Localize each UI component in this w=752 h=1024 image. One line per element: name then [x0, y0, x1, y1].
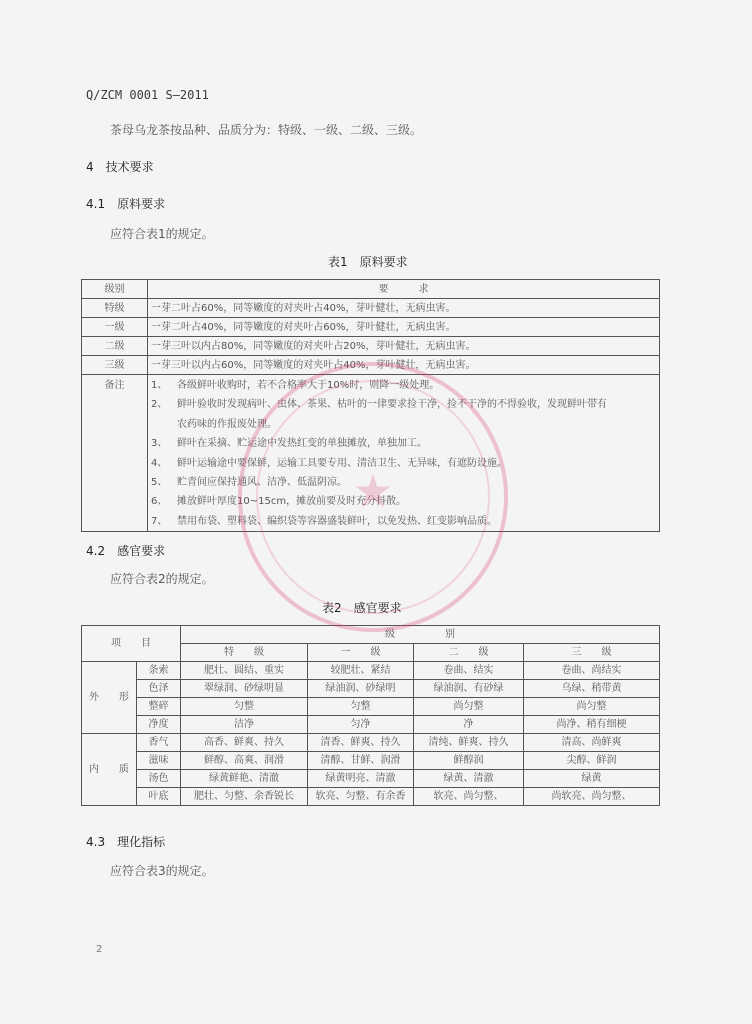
value-cell: 洁净: [181, 716, 308, 734]
value-cell: 清高、尚鲜爽: [524, 734, 660, 752]
value-cell: 鲜醇、高爽、润滑: [181, 752, 308, 770]
note-text: 农药味的作报废处理。: [177, 418, 277, 430]
note-number: 6、: [151, 496, 168, 508]
factor-cell: 香气: [137, 734, 181, 752]
factor-cell: 色泽: [137, 680, 181, 698]
raw-material-table: [81, 279, 660, 532]
table-2-caption: 表2 感官要求: [322, 601, 402, 615]
note-line: [151, 512, 656, 531]
group-label: 内 质: [82, 734, 137, 806]
note-number: 4、: [151, 457, 168, 469]
document-number: Q/ZCM 0001 S—2011: [86, 88, 209, 102]
notes-label: 备注: [82, 375, 148, 532]
note-text: 鲜叶验收时发现病叶、虫体、茶果、枯叶的一律要求捡干净，捡不干净的不得验收，发现鲜叶带有: [177, 399, 607, 411]
value-cell: 卷曲、尚结实: [524, 662, 660, 680]
grade-header: 特 级: [181, 644, 308, 662]
section-4-2-heading: 4.2 感官要求: [86, 544, 166, 558]
note-text: 禁用布袋、塑料袋、编织袋等容器盛装鲜叶，以免发热、红变影响品质。: [177, 515, 497, 527]
value-cell: 肥壮、圆结、重实: [181, 662, 308, 680]
value-cell: 绿油润、有砂绿: [414, 680, 524, 698]
grade-group-header: 级 别: [181, 626, 660, 644]
note-line: [151, 434, 656, 453]
value-cell: 绿黄、清澈: [414, 770, 524, 788]
note-text: 鲜叶运输途中要保鲜，运输工具要专用、清洁卫生、无异味，有遮防设施。: [177, 457, 507, 469]
value-cell: 乌绿、稍带黄: [524, 680, 660, 698]
table-2-header-row: [82, 626, 660, 644]
page-number: 2: [96, 944, 103, 955]
note-number: 7、: [151, 515, 168, 527]
value-cell: 绿黄: [524, 770, 660, 788]
sensory-table: [81, 625, 660, 806]
note-text: 贮青间应保持通风、洁净、低温阴凉。: [177, 477, 347, 489]
table-row: [82, 770, 660, 788]
value-cell: 软亮、尚匀整、: [414, 788, 524, 806]
requirement-cell: 一芽三叶以内占60%，同等嫩度的对夹叶占40%，芽叶健壮，无病虫害。: [148, 356, 660, 375]
value-cell: 匀整: [181, 698, 308, 716]
table-row: [82, 356, 660, 375]
seal-star-icon: ★: [352, 464, 394, 518]
factor-cell: 条索: [137, 662, 181, 680]
note-text: 摊放鲜叶厚度10~15cm，摊放前要及时充分抖散。: [177, 496, 407, 508]
value-cell: 尚匀整: [524, 698, 660, 716]
requirement-cell: 一芽二叶占40%，同等嫩度的对夹叶占60%，芽叶健壮，无病虫害。: [148, 318, 660, 337]
note-number: 1、: [151, 380, 168, 391]
table-row: [82, 662, 660, 680]
table-row: [82, 318, 660, 337]
table-row: [82, 299, 660, 318]
note-text: 鲜叶在采摘、贮运途中发热红变的单独摊放，单独加工。: [177, 438, 427, 450]
grade-cell: 一级: [82, 318, 148, 337]
section-4-1-text: 应符合表1的规定。: [110, 227, 214, 241]
value-cell: 清醇、甘鲜、润滑: [308, 752, 414, 770]
section-4-3-heading: 4.3 理化指标: [86, 835, 166, 849]
grade-header: 二 级: [414, 644, 524, 662]
value-cell: 尚净、稍有细梗: [524, 716, 660, 734]
value-cell: 尚软亮、尚匀整、: [524, 788, 660, 806]
note-number: 2、: [151, 399, 168, 411]
value-cell: 尖醇、鲜润: [524, 752, 660, 770]
table-row: [82, 337, 660, 356]
value-cell: 清纯、鲜爽、持久: [414, 734, 524, 752]
value-cell: 肥壮、匀整、余香锐长: [181, 788, 308, 806]
note-text: 各级鲜叶收购时，若不合格率大于10%时，则降一级处理。: [177, 380, 440, 391]
value-cell: 绿油润、砂绿明: [308, 680, 414, 698]
requirement-cell: 一芽三叶以内占80%，同等嫩度的对夹叶占20%，芽叶健壮，无病虫害。: [148, 337, 660, 356]
value-cell: 匀整: [308, 698, 414, 716]
grade-cell: 二级: [82, 337, 148, 356]
requirement-cell: 一芽二叶占60%，同等嫩度的对夹叶占40%，芽叶健壮，无病虫害。: [148, 299, 660, 318]
section-4-heading: 4 技术要求: [86, 160, 154, 174]
table-1-caption: 表1 原料要求: [328, 255, 408, 269]
value-cell: 绿黄鲜艳、清澈: [181, 770, 308, 788]
table-row: [82, 698, 660, 716]
value-cell: 较肥壮、紧结: [308, 662, 414, 680]
grade-header: 三 级: [524, 644, 660, 662]
value-cell: 软亮、匀整、有余香: [308, 788, 414, 806]
notes-cell: [148, 375, 660, 532]
section-4-1-heading: 4.1 原料要求: [86, 197, 166, 211]
requirement-column-header: 要 求: [148, 280, 660, 299]
factor-cell: 滋味: [137, 752, 181, 770]
note-number: [151, 415, 177, 434]
notes-row: [82, 375, 660, 532]
value-cell: 鲜醇润: [414, 752, 524, 770]
table-row: [82, 752, 660, 770]
grade-column-header: 级别: [82, 280, 148, 299]
table-row: [82, 734, 660, 752]
note-line: [151, 415, 656, 434]
value-cell: 清香、鲜爽、持久: [308, 734, 414, 752]
note-number: 5、: [151, 477, 168, 489]
value-cell: 翠绿润、砂绿明显: [181, 680, 308, 698]
note-line: [151, 454, 656, 473]
factor-cell: 净度: [137, 716, 181, 734]
value-cell: 尚匀整: [414, 698, 524, 716]
table-row: [82, 788, 660, 806]
intro-paragraph: 茶母乌龙茶按品种、品质分为：特级、一级、二级、三级。: [110, 123, 423, 137]
table-row: [82, 716, 660, 734]
section-4-3-text: 应符合表3的规定。: [110, 864, 214, 878]
value-cell: 高香、鲜爽、持久: [181, 734, 308, 752]
table-row: [82, 680, 660, 698]
value-cell: 净: [414, 716, 524, 734]
section-4-2-text: 应符合表2的规定。: [110, 572, 214, 586]
factor-cell: 汤色: [137, 770, 181, 788]
value-cell: 卷曲、结实: [414, 662, 524, 680]
factor-cell: 整碎: [137, 698, 181, 716]
note-line: [151, 376, 656, 395]
factor-cell: 叶底: [137, 788, 181, 806]
table-1-header-row: [82, 280, 660, 299]
note-line: [151, 473, 656, 492]
note-number: 3、: [151, 438, 168, 450]
grade-cell: 三级: [82, 356, 148, 375]
group-label: 外 形: [82, 662, 137, 734]
value-cell: 匀净: [308, 716, 414, 734]
value-cell: 绿黄明亮、清澈: [308, 770, 414, 788]
grade-header: 一 级: [308, 644, 414, 662]
note-line: [151, 395, 656, 414]
note-line: [151, 492, 656, 511]
item-header: 项 目: [82, 626, 181, 662]
grade-cell: 特级: [82, 299, 148, 318]
